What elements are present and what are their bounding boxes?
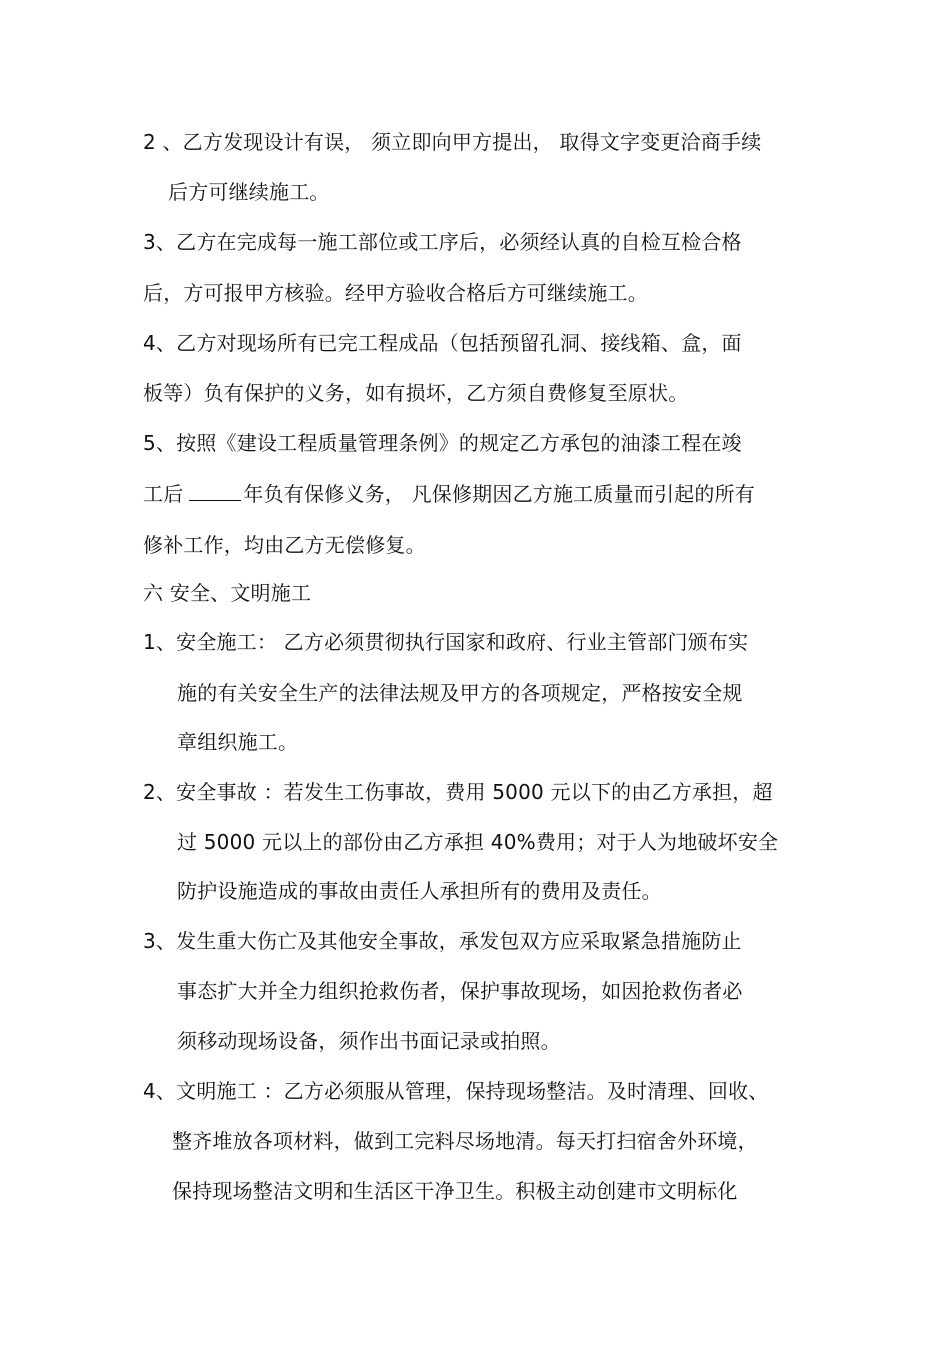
safety-2-line-1: 2、安全事故 ：若发生工伤事故，费用 5000 元以下的由乙方承担，超 [143, 780, 773, 804]
para-5-line-2 [143, 481, 755, 507]
para-3-line-2: 后，方可报甲方核验。经甲方验收合格后方可继续施工。 [143, 281, 648, 305]
safety-1-line-2: 施的有关安全生产的法律法规及甲方的各项规定，严格按安全规 [177, 681, 743, 705]
section-6-heading: 六 安全、文明施工 [143, 581, 312, 605]
para-2-line-2: 后方可继续施工。 [168, 180, 330, 204]
warranty-prefix-text: 工后 [143, 482, 184, 506]
safety-4-line-3: 保持现场整洁文明和生活区干净卫生。积极主动创建市文明标化 [172, 1179, 738, 1203]
safety-3-line-2: 事态扩大并全力组织抢救伤者，保护事故现场，如因抢救伤者必 [177, 979, 743, 1003]
para-4-line-1: 4、乙方对现场所有已完工程成品（包括预留孔洞、接线箱、盒，面 [143, 331, 742, 355]
para-5-line-1: 5、按照《建设工程质量管理条例》的规定乙方承包的油漆工程在竣 [143, 431, 742, 455]
safety-3-line-1: 3、发生重大伤亡及其他安全事故，承发包双方应采取紧急措施防止 [143, 929, 742, 953]
safety-4-line-1: 4、文明施工 ：乙方必须服从管理，保持现场整洁。及时清理、回收、 [143, 1079, 769, 1103]
para-4-line-2: 板等）负有保护的义务，如有损坏，乙方须自费修复至原状。 [143, 381, 689, 405]
safety-1-line-3: 章组织施工。 [177, 730, 299, 754]
safety-2-line-2: 过 5000 元以上的部份由乙方承担 40%费用；对于人为地破坏安全 [177, 830, 779, 854]
safety-4-line-2: 整齐堆放各项材料，做到工完料尽场地清。每天打扫宿舍外环境， [172, 1129, 758, 1153]
safety-1-line-1: 1、安全施工： 乙方必须贯彻执行国家和政府、行业主管部门颁布实 [143, 630, 749, 654]
warranty-years-blank [189, 482, 241, 501]
safety-3-line-3: 须移动现场设备，须作出书面记录或拍照。 [177, 1029, 561, 1053]
warranty-suffix-text: 年负有保修义务， 凡保修期因乙方施工质量而引起的所有 [243, 482, 755, 506]
safety-2-line-3: 防护设施造成的事故由责任人承担所有的费用及责任。 [177, 879, 662, 903]
para-2-line-1: 2 、乙方发现设计有误， 须立即向甲方提出， 取得文字变更洽商手续 [143, 130, 762, 154]
para-5-line-3: 修补工作，均由乙方无偿修复。 [143, 533, 426, 557]
para-3-line-1: 3、乙方在完成每一施工部位或工序后，必须经认真的自检互检合格 [143, 230, 742, 254]
